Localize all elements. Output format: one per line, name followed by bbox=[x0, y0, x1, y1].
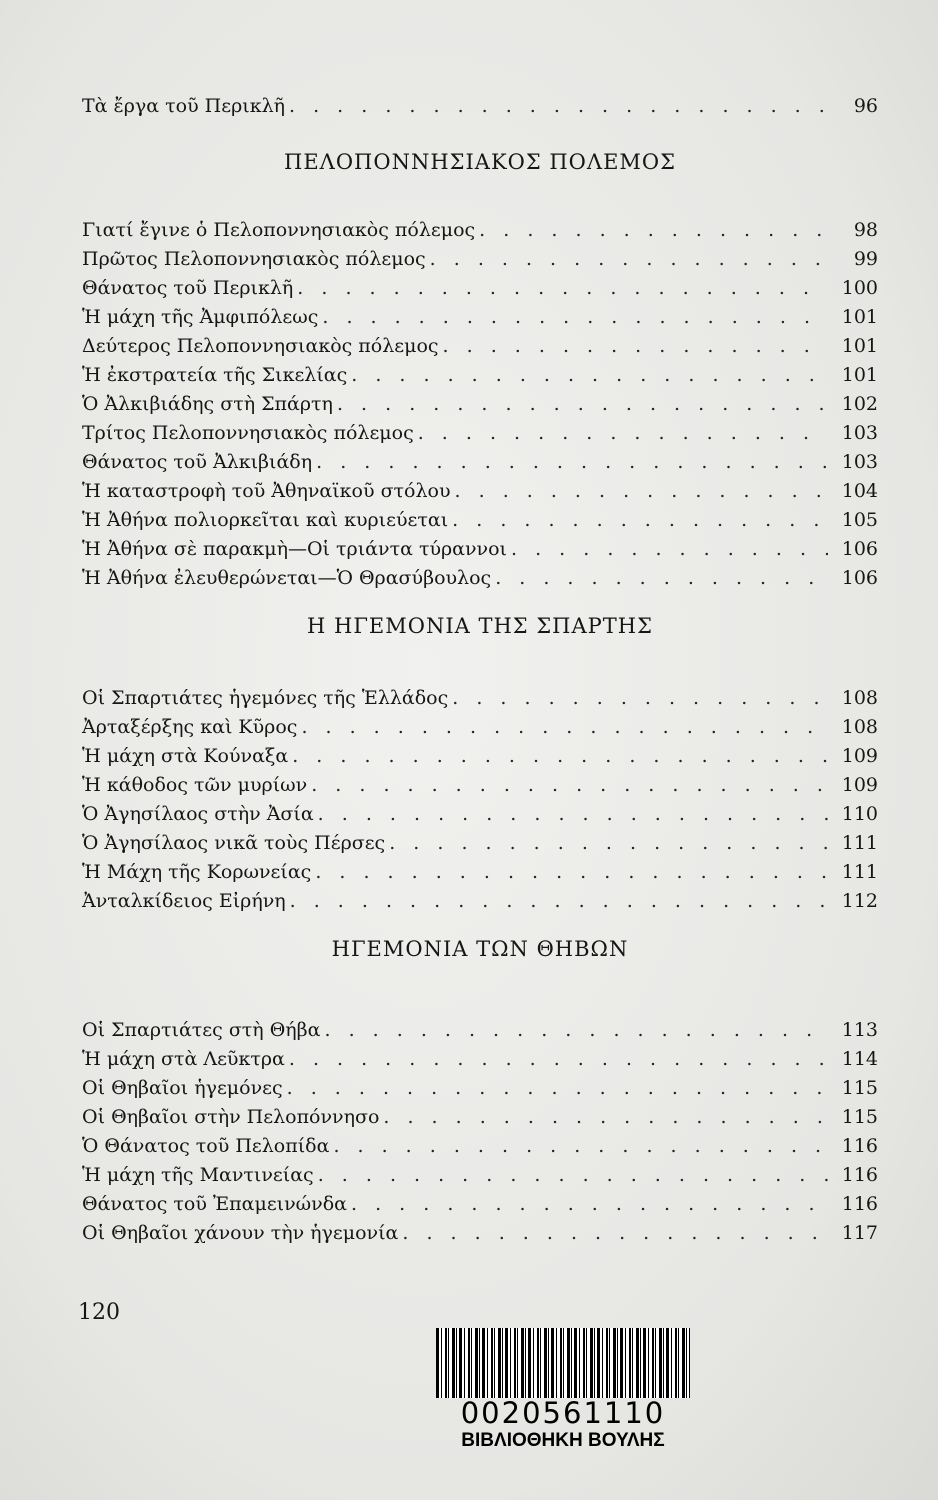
dot-leader bbox=[383, 1105, 828, 1129]
toc-entry-page: 103 bbox=[841, 422, 878, 444]
toc-entry-title: Ἡ Μάχη τῆς Κορωνείας bbox=[82, 861, 312, 883]
toc-entry-title: Ἡ μάχη τῆς Ἀμφιπόλεως bbox=[82, 306, 319, 328]
toc-entry bbox=[82, 883, 878, 913]
dot-leader bbox=[290, 889, 828, 913]
section-heading: ΗΓΕΜΟΝΙΑ ΤΩΝ ΘΗΒΩΝ bbox=[331, 937, 629, 961]
toc-entry-title: Ἀρταξέρξης καὶ Κῦρος bbox=[82, 716, 298, 738]
toc-entry-page: 106 bbox=[841, 538, 878, 560]
toc-entry bbox=[82, 825, 878, 855]
toc-entry-page: 101 bbox=[841, 335, 878, 357]
toc-entry bbox=[82, 738, 878, 768]
dot-leader bbox=[455, 479, 828, 503]
toc-entry-page: 115 bbox=[841, 1077, 878, 1099]
dot-leader bbox=[289, 1047, 828, 1071]
toc-entry bbox=[82, 1157, 878, 1187]
toc-entry-title: Ἀνταλκίδειος Εἰρήνη bbox=[82, 890, 286, 912]
toc-entry-title: Οἱ Θηβαῖοι στὴν Πελοπόννησο bbox=[82, 1106, 380, 1128]
toc-entry bbox=[82, 473, 878, 503]
barcode-library-label: ΒΙΒΛΙΟΘΗΚΗ ΒΟΥΛΗΣ bbox=[461, 1430, 665, 1451]
dot-leader bbox=[315, 860, 828, 884]
dot-leader bbox=[479, 218, 828, 242]
dot-leader bbox=[318, 1163, 828, 1187]
toc-entry-page: 113 bbox=[841, 1019, 878, 1041]
toc-entry-title: Τὰ ἔργα τοῦ Περικλῆ bbox=[82, 95, 286, 117]
toc-entry-title: Θάνατος τοῦ Περικλῆ bbox=[82, 277, 294, 299]
toc-entry-page: 106 bbox=[841, 567, 878, 589]
toc-entry bbox=[82, 1070, 878, 1100]
dot-leader bbox=[287, 1076, 828, 1100]
toc-entry-title: Τρίτος Πελοποννησιακὸς πόλεμος bbox=[82, 422, 414, 444]
toc-entry-title: Ἡ Ἀθήνα ἐλευθερώνεται—Ὁ Θρασύβουλος bbox=[82, 567, 492, 589]
toc-entry-title: Οἱ Θηβαῖοι ἡγεμόνες bbox=[82, 1077, 283, 1099]
dot-leader bbox=[316, 450, 828, 474]
dot-leader bbox=[418, 421, 828, 445]
toc-entry-page: 101 bbox=[841, 364, 878, 386]
toc-entry-title: Ἡ κάθοδος τῶν μυρίων bbox=[82, 774, 308, 796]
toc-entry bbox=[82, 796, 878, 826]
toc-entry-title: Οἱ Σπαρτιάτες ἡγεμόνες τῆς Ἑλλάδος bbox=[82, 687, 449, 709]
toc-entry-page: 98 bbox=[853, 219, 878, 241]
toc-entry bbox=[82, 1186, 878, 1216]
toc-entry-title: Οἱ Σπαρτιάτες στὴ Θήβα bbox=[82, 1019, 321, 1041]
dot-leader bbox=[318, 802, 828, 826]
toc-entry-title: Γιατί ἔγινε ὁ Πελοποννησιακὸς πόλεμος bbox=[82, 219, 476, 241]
toc-entry-title: Ὁ Θάνατος τοῦ Πελοπίδα bbox=[82, 1135, 330, 1157]
dot-leader bbox=[311, 773, 828, 797]
toc-entry-title: Πρῶτος Πελοποννησιακὸς πόλεμος bbox=[82, 248, 426, 270]
toc-entry bbox=[82, 415, 878, 445]
toc-entry-page: 99 bbox=[853, 248, 878, 270]
dot-leader bbox=[325, 1018, 829, 1042]
toc-entry bbox=[82, 270, 878, 300]
toc-entry-title: Ἡ Ἀθήνα σὲ παρακμὴ—Οἱ τριάντα τύραννοι bbox=[82, 538, 507, 560]
toc-entry bbox=[82, 680, 878, 710]
toc-entry-title: Οἱ Θηβαῖοι χάνουν τὴν ἡγεμονία bbox=[82, 1222, 399, 1244]
dot-leader bbox=[511, 537, 828, 561]
toc-entry bbox=[82, 854, 878, 884]
toc-entry-title: Ἡ ἐκστρατεία τῆς Σικελίας bbox=[82, 364, 348, 386]
toc-entry-page: 111 bbox=[841, 832, 878, 854]
dot-leader bbox=[333, 1134, 828, 1158]
dot-leader bbox=[351, 363, 828, 387]
toc-entry-page: 114 bbox=[841, 1048, 878, 1070]
dot-leader bbox=[337, 392, 828, 416]
toc-entry-page: 109 bbox=[841, 774, 878, 796]
toc-entry bbox=[82, 88, 878, 118]
toc-entry bbox=[82, 299, 878, 329]
dot-leader bbox=[495, 566, 828, 590]
toc-entry-page: 108 bbox=[841, 716, 878, 738]
toc-entry-page: 102 bbox=[841, 393, 878, 415]
dot-leader bbox=[351, 1192, 828, 1216]
toc-entry bbox=[82, 386, 878, 416]
dot-leader bbox=[430, 247, 828, 271]
toc-entry-page: 104 bbox=[841, 480, 878, 502]
toc-entry bbox=[82, 767, 878, 797]
toc-entry bbox=[82, 1012, 878, 1042]
toc-entry-page: 116 bbox=[841, 1164, 878, 1186]
section-heading: ΠΕΛΟΠΟΝΝΗΣΙΑΚΟΣ ΠΟΛΕΜΟΣ bbox=[284, 150, 676, 174]
barcode-icon bbox=[436, 1328, 690, 1398]
toc-entry-title: Ὁ Ἀλκιβιάδης στὴ Σπάρτη bbox=[82, 393, 333, 415]
toc-entry bbox=[82, 212, 878, 242]
toc-entry bbox=[82, 502, 878, 532]
toc-entry-title: Θάνατος τοῦ Ἀλκιβιάδη bbox=[82, 451, 313, 473]
toc-entry-page: 96 bbox=[853, 95, 878, 117]
dot-leader bbox=[289, 94, 828, 118]
toc-entry bbox=[82, 1099, 878, 1129]
library-barcode-sticker bbox=[432, 1328, 694, 1454]
dot-leader bbox=[402, 1221, 828, 1245]
dot-leader bbox=[322, 305, 828, 329]
toc-entry bbox=[82, 328, 878, 358]
toc-entry-page: 100 bbox=[841, 277, 878, 299]
toc-entry-title: Ἡ μάχη τῆς Μαντινείας bbox=[82, 1164, 314, 1186]
toc-entry-title: Ἡ καταστροφὴ τοῦ Ἀθηναϊκοῦ στόλου bbox=[82, 480, 451, 502]
dot-leader bbox=[297, 276, 828, 300]
section-heading: Η ΗΓΕΜΟΝΙΑ ΤΗΣ ΣΠΑΡΤΗΣ bbox=[307, 614, 653, 638]
toc-entry bbox=[82, 560, 878, 590]
toc-entry-title: Ἡ μάχη στὰ Λεῦκτρα bbox=[82, 1048, 285, 1070]
toc-entry-page: 112 bbox=[841, 890, 878, 912]
dot-leader bbox=[389, 831, 828, 855]
toc-entry-page: 117 bbox=[841, 1222, 878, 1244]
toc-entry-page: 116 bbox=[841, 1193, 878, 1215]
toc-entry-title: Θάνατος τοῦ Ἐπαμεινώνδα bbox=[82, 1193, 347, 1215]
toc-entry bbox=[82, 1215, 878, 1245]
dot-leader bbox=[452, 686, 828, 710]
toc-entry-page: 105 bbox=[841, 509, 878, 531]
toc-entry bbox=[82, 1041, 878, 1071]
toc-entry bbox=[82, 531, 878, 561]
toc-entry bbox=[82, 357, 878, 387]
toc-entry-page: 111 bbox=[841, 861, 878, 883]
dot-leader bbox=[292, 744, 828, 768]
toc-entry-page: 116 bbox=[841, 1135, 878, 1157]
toc-entry-page: 109 bbox=[841, 745, 878, 767]
dot-leader bbox=[452, 508, 828, 532]
dot-leader bbox=[443, 334, 828, 358]
toc-entry-page: 103 bbox=[841, 451, 878, 473]
toc-entry bbox=[82, 444, 878, 474]
toc-entry bbox=[82, 1128, 878, 1158]
toc-entry-title: Ὁ Ἀγησίλαος νικᾶ τοὺς Πέρσες bbox=[82, 832, 386, 854]
toc-entry bbox=[82, 241, 878, 271]
dot-leader bbox=[301, 715, 828, 739]
toc-entry-page: 108 bbox=[841, 687, 878, 709]
toc-entry bbox=[82, 709, 878, 739]
toc-entry-title: Ἡ Ἀθήνα πολιορκεῖται καὶ κυριεύεται bbox=[82, 509, 449, 531]
toc-entry-page: 110 bbox=[841, 803, 878, 825]
toc-entry-title: Ἡ μάχη στὰ Κούναξα bbox=[82, 745, 289, 767]
toc-entry-page: 115 bbox=[841, 1106, 878, 1128]
barcode-number: 0020561110 bbox=[460, 1396, 666, 1430]
toc-entry-title: Δεύτερος Πελοποννησιακὸς πόλεμος bbox=[82, 335, 439, 357]
toc-entry-title: Ὁ Ἀγησίλαος στὴν Ἀσία bbox=[82, 803, 314, 825]
toc-entry-page: 101 bbox=[841, 306, 878, 328]
page-number: 120 bbox=[78, 1300, 120, 1325]
